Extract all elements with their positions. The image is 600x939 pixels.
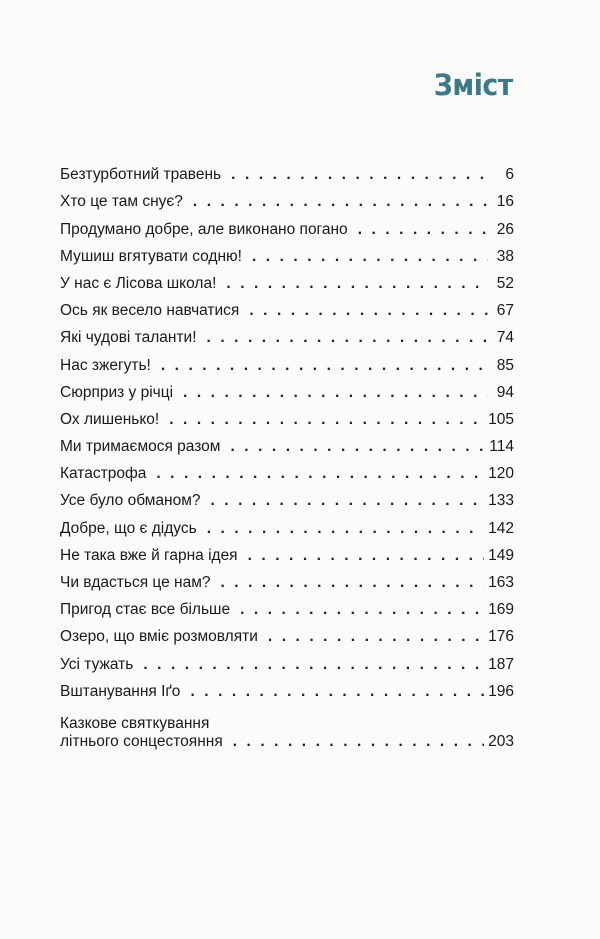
toc-entry-page: 176 [488, 628, 514, 646]
toc-entry [60, 646, 514, 673]
toc-entry [60, 483, 514, 510]
toc-entry-page: 67 [496, 302, 514, 320]
toc-entry-page: 38 [496, 247, 514, 265]
toc-entry-title-line1: Казкове святкування [60, 714, 210, 732]
toc-entry-title: Усе було обманом? [60, 492, 201, 510]
toc-entry-title: Безтурботний травень [60, 166, 222, 184]
toc-entry-title: Сюрприз у річці [60, 383, 174, 401]
toc-entry-page: 203 [488, 732, 514, 750]
toc-entry-title: Ми тримаємося разом [60, 438, 221, 456]
toc-entry [60, 293, 514, 320]
dot-leader [183, 384, 488, 402]
toc-entry-title: Ох лишенько! [60, 410, 160, 428]
toc-entry [60, 347, 514, 374]
dot-leader [190, 683, 484, 701]
dot-leader [249, 302, 488, 320]
toc-entry-page: 52 [496, 274, 514, 292]
toc-entry-page: 149 [488, 546, 514, 564]
toc-entry-title: Не така вже й гарна ідея [60, 546, 238, 564]
dot-leader [268, 628, 484, 646]
toc-entry-page: 6 [505, 166, 514, 184]
dot-leader [358, 221, 488, 239]
toc-entry-title: Ось як весело навчатися [60, 302, 240, 320]
dot-leader [230, 438, 485, 456]
toc-entry-title: Усі тужать [60, 655, 134, 673]
dot-leader [226, 275, 488, 293]
toc-entry-page: 85 [496, 356, 514, 374]
toc-entry [60, 157, 514, 184]
dot-leader [207, 520, 484, 538]
toc-entry-title: Вштанування Іґо [60, 682, 181, 700]
dot-leader [248, 547, 485, 565]
toc-entry-title-line2: літнього сонцестояння [60, 732, 223, 750]
toc-entry [60, 320, 514, 347]
toc-entry [60, 239, 514, 266]
toc-entry-page: 16 [496, 193, 514, 211]
page-title: Зміст [434, 68, 513, 102]
dot-leader [240, 601, 484, 619]
toc-entry [60, 266, 514, 293]
toc-entry [60, 619, 514, 646]
toc-entry [60, 211, 514, 238]
dot-leader [156, 465, 484, 483]
dot-leader [252, 248, 488, 266]
dot-leader [231, 166, 488, 184]
toc-entry [60, 565, 514, 592]
toc-entry [60, 429, 514, 456]
toc-entry-multiline [60, 703, 514, 751]
toc-entry-title: Катастрофа [60, 465, 147, 483]
toc-entry-title: У нас є Лісова школа! [60, 274, 217, 292]
toc-entry-page: 26 [496, 220, 514, 238]
toc-entry [60, 592, 514, 619]
dot-leader [233, 733, 484, 751]
dot-leader [161, 357, 488, 375]
toc-entry-page: 94 [496, 383, 514, 401]
toc-entry-title: Які чудові таланти! [60, 329, 197, 347]
toc-entry-page: 169 [488, 601, 514, 619]
toc-entry-page: 120 [488, 465, 514, 483]
toc-entry-title: Продумано добре, але виконано погано [60, 220, 348, 238]
toc-entry-page: 105 [488, 410, 514, 428]
toc-entry [60, 674, 514, 701]
dot-leader [193, 193, 488, 211]
toc-entry-title: Озеро, що вміє розмовляти [60, 628, 258, 646]
toc-entry [60, 510, 514, 537]
dot-leader [220, 574, 484, 592]
toc-entry [60, 456, 514, 483]
dot-leader [207, 329, 488, 347]
toc-entry-page: 133 [488, 492, 514, 510]
toc-entry [60, 184, 514, 211]
toc-entry-title [60, 715, 223, 751]
dot-leader [143, 656, 484, 674]
toc-entry-page: 163 [488, 574, 514, 591]
toc-entry [60, 402, 514, 429]
toc-entry-title: Нас зжегуть! [60, 356, 151, 374]
dot-leader [169, 411, 484, 429]
toc-entry-page: 74 [496, 329, 514, 347]
toc-entry-page: 196 [488, 682, 514, 700]
dot-leader [210, 492, 484, 510]
toc-entry-title: Пригод стає все більше [60, 601, 231, 619]
toc-entry-page: 114 [489, 438, 514, 456]
toc-entry [60, 375, 514, 402]
toc-entry [60, 538, 514, 565]
toc-entry-page: 142 [488, 519, 514, 537]
toc-entry-title: Добре, що є дідусь [60, 519, 197, 537]
toc-entry-title: Мушиш вгятувати содню! [60, 247, 242, 265]
toc-entry-title: Чи вдасться це нам? [60, 574, 211, 591]
toc-entry-page: 187 [488, 655, 514, 673]
table-of-contents [60, 157, 514, 751]
toc-entry-title: Хто це там снує? [60, 193, 183, 211]
